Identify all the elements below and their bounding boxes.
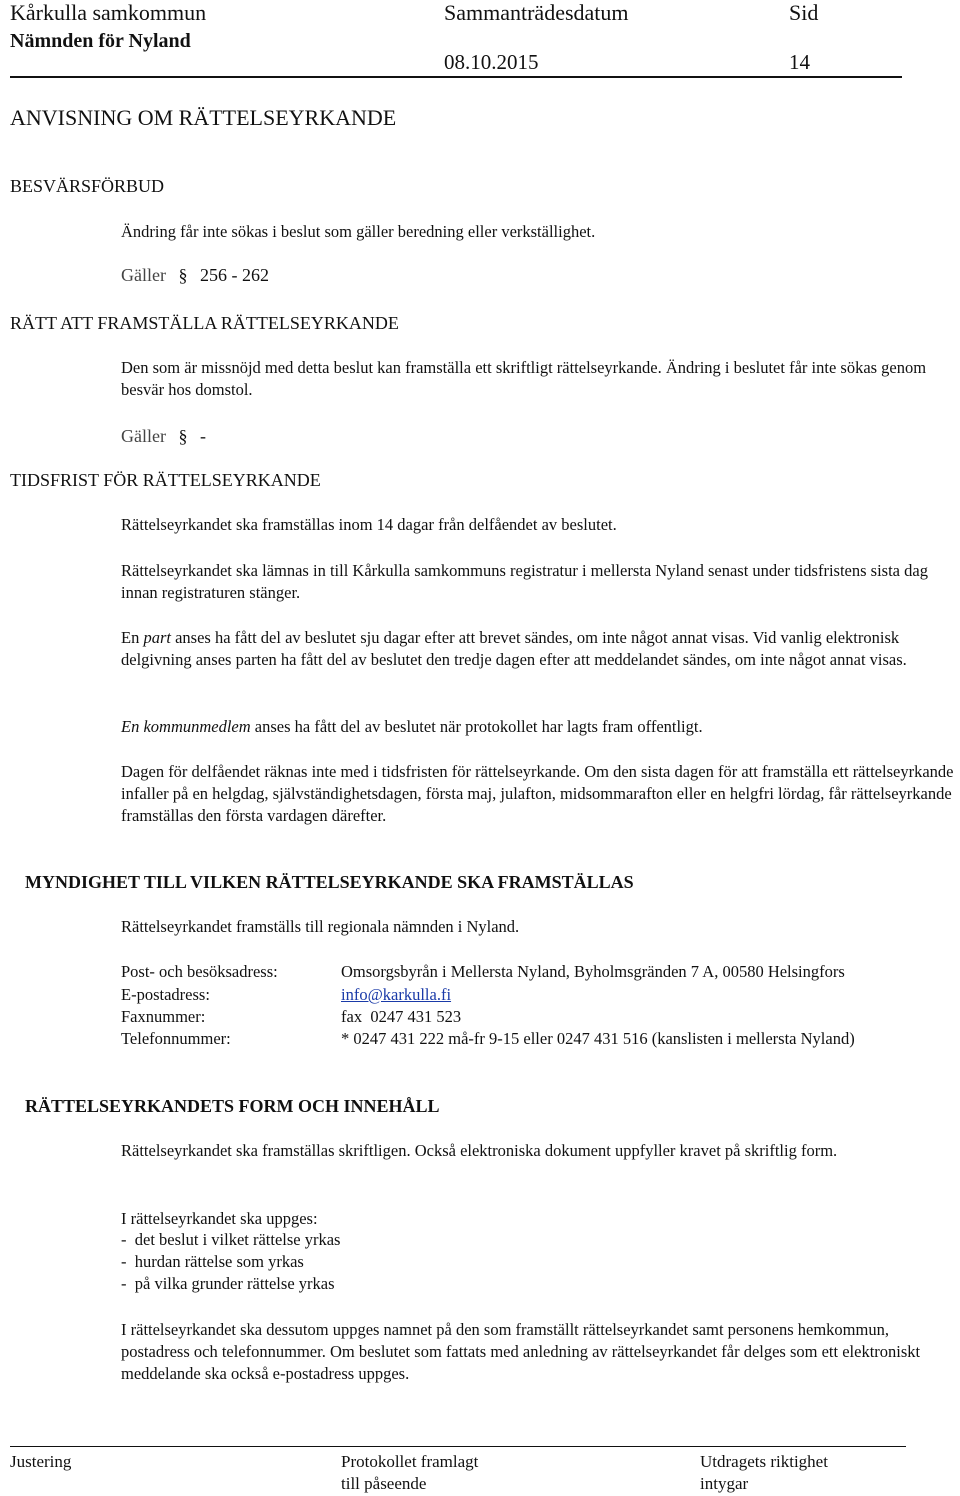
appeal-ban-text: Ändring får inte sökas i beslut som gäller beredning eller verkställighet. <box>121 222 596 241</box>
contact-label-address: Post- och besöksadress: <box>121 962 278 981</box>
footer-posted-line1: Protokollet framlagt <box>341 1452 479 1471</box>
contact-value-fax: fax 0247 431 523 <box>341 1007 462 1026</box>
form-p2: I rättelseyrkandet ska dessutom uppges namnet på den som framställt rättelseyrkandet samt personens hemkommun, postadress och telefonnummer. Om beslutet som fattats med anledning av rättelseyrkandet får delges som ett elektroniskt meddelande ska också e-postadress uppges. <box>121 1320 921 1383</box>
organization-name: Kårkulla samkommun <box>10 0 207 25</box>
applies-label: Gäller <box>121 265 166 285</box>
list-item: - det beslut i vilket rättelse yrkas <box>121 1230 341 1249</box>
section-sign-icon: § <box>178 426 188 446</box>
page-number: 14 <box>789 50 810 74</box>
contact-label-email: E-postadress: <box>121 985 210 1004</box>
footer-justering: Justering <box>10 1452 72 1471</box>
form-heading: RÄTTELSEYRKANDETS FORM OCH INNEHÅLL <box>25 1096 440 1116</box>
form-list-intro: I rättelseyrkandet ska uppges: <box>121 1209 318 1228</box>
applies-label: Gäller <box>121 426 166 446</box>
authority-heading: MYNDIGHET TILL VILKEN RÄTTELSEYRKANDE SKA FRAMSTÄLLAS <box>25 872 634 892</box>
deadline-heading: TIDSFRIST FÖR RÄTTELSEYRKANDE <box>10 470 321 490</box>
deadline-p1: Rättelseyrkandet ska framställas inom 14 dagar från delfåendet av beslutet. <box>121 515 617 534</box>
meeting-date: 08.10.2015 <box>444 50 539 74</box>
footer-posted-line2: till påseende <box>341 1474 427 1493</box>
right-to-claim-applies <box>121 426 206 447</box>
p4-rest: anses ha fått del av beslutet när protokollet har lagts fram offentligt. <box>254 717 703 736</box>
contact-label-fax: Faxnummer: <box>121 1007 206 1026</box>
footer-rule <box>10 1446 906 1447</box>
authority-text: Rättelseyrkandet framställs till regionala nämnden i Nyland. <box>121 917 520 936</box>
right-to-claim-text: Den som är missnöjd med detta beslut kan framställa ett skriftligt rättelseyrkande. Ändring i beslutet får inte sökas genom besvär hos domstol. <box>121 358 927 399</box>
appeal-ban-applies <box>121 265 269 286</box>
footer-certified-line2: intygar <box>700 1474 749 1493</box>
page-title: ANVISNING OM RÄTTELSEYRKANDE <box>10 105 397 130</box>
applies-value: - <box>199 426 206 446</box>
list-item: - på vilka grunder rättelse yrkas <box>121 1274 335 1293</box>
deadline-p3 <box>121 627 956 671</box>
meeting-date-label: Sammanträdesdatum <box>444 0 629 25</box>
deadline-p5: Dagen för delfåendet räknas inte med i tidsfristen för rättelseyrkande. Om den sista dagen för att framställa ett rättelseyrkande infaller på en helgdag, självständighetsdagen, första maj, julafton, midsommarafton eller en helgfri lördag, får rättelseyrkande framställas den första vardagen därefter. <box>121 762 954 825</box>
applies-value: 256 - 262 <box>199 265 269 285</box>
list-item: - hurdan rättelse som yrkas <box>121 1252 304 1271</box>
p3-italic-term: part <box>143 628 171 647</box>
deadline-p2: Rättelseyrkandet ska lämnas in till Kårkulla samkommuns registratur i mellersta Nyland senast under tidsfristens sista dag innan registraturen stänger. <box>121 561 928 602</box>
committee-name: Nämnden för Nyland <box>10 30 191 52</box>
deadline-p4 <box>121 716 956 738</box>
p3-rest: anses ha fått del av beslutet sju dagar efter att brevet sändes, om inte något annat visas. Vid vanlig elektronisk delgivning anses parten ha fått del av beslutet den tredje dagen efter att meddelandet sändes, om inte något annat visas. <box>121 628 907 669</box>
email-link[interactable]: info@karkulla.fi <box>341 985 452 1004</box>
footer-certified-line1: Utdragets riktighet <box>700 1452 828 1471</box>
contact-label-phone: Telefonnummer: <box>121 1029 231 1048</box>
form-p1: Rättelseyrkandet ska framställas skriftligen. Också elektroniska dokument uppfyller kravet på skriftlig form. <box>121 1141 838 1160</box>
header-rule <box>10 76 902 78</box>
contact-value-phone: * 0247 431 222 må-fr 9-15 eller 0247 431 516 (kanslisten i mellersta Nyland) <box>341 1029 855 1048</box>
section-sign-icon: § <box>178 265 188 285</box>
p3-prefix: En <box>121 628 140 647</box>
contact-value-address: Omsorgsbyrån i Mellersta Nyland, Byholmsgränden 7 A, 00580 Helsingfors <box>341 962 845 981</box>
p4-italic-term: En kommunmedlem <box>121 717 251 736</box>
appeal-ban-heading: BESVÄRSFÖRBUD <box>10 176 165 196</box>
right-to-claim-heading: RÄTT ATT FRAMSTÄLLA RÄTTELSEYRKANDE <box>10 313 399 333</box>
page-label: Sid <box>789 0 819 25</box>
